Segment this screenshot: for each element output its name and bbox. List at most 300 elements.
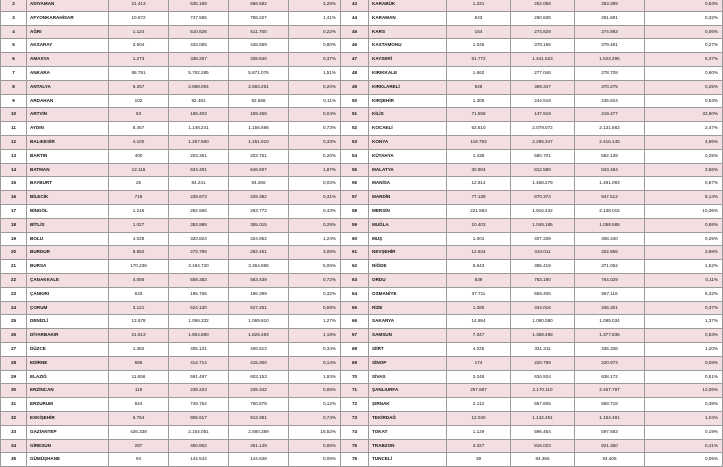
- table-row: [341, 370, 723, 384]
- value-cell: 1.285: [447, 301, 511, 315]
- table-row: [341, 301, 723, 315]
- value-cell: 287: [109, 439, 169, 453]
- province-name: SİVAS: [369, 370, 447, 384]
- row-number: 26: [1, 329, 27, 343]
- row-number: 54: [341, 149, 369, 163]
- province-name: DÜZCE: [27, 342, 109, 356]
- province-name: SAKARYA: [369, 315, 447, 329]
- value-cell: 749.754: [169, 398, 229, 412]
- value-cell: 10.403: [447, 218, 511, 232]
- table-row: [341, 218, 723, 232]
- percentage-cell: 0,31%: [289, 191, 341, 205]
- value-cell: 277.046: [511, 66, 575, 80]
- total-cell: 597.583: [575, 425, 645, 439]
- value-cell: 2.154.051: [169, 425, 229, 439]
- percentage-cell: 0,43%: [289, 204, 341, 218]
- province-name: KAYSERİ: [369, 53, 447, 67]
- value-cell: 2.079.072: [511, 122, 575, 136]
- value-cell: 144.544: [169, 453, 229, 467]
- table-row: [1, 370, 341, 384]
- total-cell: 821.350: [575, 439, 645, 453]
- total-cell: 2.580.389: [229, 425, 289, 439]
- table-row: [341, 80, 723, 94]
- value-cell: 81.772: [447, 53, 511, 67]
- row-number: 57: [341, 191, 369, 205]
- value-cell: 174: [447, 356, 511, 370]
- row-number: 20: [1, 246, 27, 260]
- row-number: 29: [1, 370, 27, 384]
- province-name: KARS: [369, 25, 447, 39]
- row-number: 63: [341, 273, 369, 287]
- percentage-cell: 3,26%: [289, 0, 341, 11]
- value-cell: 1.331: [447, 0, 511, 11]
- value-cell: 378.155: [511, 39, 575, 53]
- total-cell: 2.693.261: [229, 80, 289, 94]
- percentage-cell: 0,41%: [645, 439, 723, 453]
- percentage-cell: 0,20%: [289, 80, 341, 94]
- province-name: KOCAELİ: [369, 122, 447, 136]
- row-number: 59: [341, 218, 369, 232]
- province-name: TOKAT: [369, 425, 447, 439]
- total-cell: 646.607: [229, 163, 289, 177]
- province-name: NİĞDE: [369, 260, 447, 274]
- value-cell: 344.016: [511, 301, 575, 315]
- total-cell: 1.156.698: [229, 122, 289, 136]
- province-name: ANKARA: [27, 66, 109, 80]
- total-cell: 274.983: [575, 25, 645, 39]
- value-cell: 310.011: [511, 246, 575, 260]
- total-cell: 370.275: [575, 80, 645, 94]
- total-cell: 2.138.015: [575, 204, 645, 218]
- value-cell: 5.782.285: [169, 66, 229, 80]
- province-name: DİYARBAKIR: [27, 329, 109, 343]
- value-cell: 1.368.488: [511, 329, 575, 343]
- percentage-cell: 0,25%: [645, 232, 723, 246]
- left-province-table: [0, 0, 341, 467]
- value-cell: 84.241: [169, 177, 229, 191]
- value-cell: 1.916.432: [511, 204, 575, 218]
- value-cell: 928: [447, 80, 511, 94]
- total-cell: 415.300: [229, 356, 289, 370]
- percentage-cell: 0,27%: [645, 39, 723, 53]
- value-cell: 3.327: [447, 439, 511, 453]
- percentage-cell: 1,27%: [289, 315, 341, 329]
- province-name: ERZURUM: [27, 398, 109, 412]
- value-cell: 719: [109, 191, 169, 205]
- value-cell: 147.919: [511, 108, 575, 122]
- table-row: [341, 315, 723, 329]
- table-row: [341, 53, 723, 67]
- percentage-cell: 0,53%: [645, 329, 723, 343]
- value-cell: 407.339: [511, 232, 575, 246]
- value-cell: 1.441.523: [511, 53, 575, 67]
- value-cell: 524.130: [169, 301, 229, 315]
- province-name: ANTALYA: [27, 80, 109, 94]
- value-cell: 92.481: [169, 94, 229, 108]
- total-cell: 2.467.797: [575, 384, 645, 398]
- table-row: [1, 204, 341, 218]
- total-cell: 1.481.093: [575, 177, 645, 191]
- percentage-cell: 1,51%: [289, 66, 341, 80]
- total-cell: 597.116: [575, 287, 645, 301]
- row-number: 19: [1, 232, 27, 246]
- total-cell: 947.512: [575, 191, 645, 205]
- province-name: ESKİŞEHİR: [27, 411, 109, 425]
- total-cell: 283.772: [229, 204, 289, 218]
- row-number: 5: [1, 39, 27, 53]
- value-cell: 1.124: [109, 25, 169, 39]
- province-name: BURSA: [27, 260, 109, 274]
- value-cell: 25: [109, 177, 169, 191]
- value-cell: 2.296.347: [511, 135, 575, 149]
- percentage-cell: 3,06%: [289, 246, 341, 260]
- table-row: [341, 453, 723, 467]
- value-cell: 1.662: [447, 66, 511, 80]
- value-cell: 3.248: [447, 370, 511, 384]
- value-cell: 119: [109, 384, 169, 398]
- table-row: [1, 246, 341, 260]
- value-cell: 2.170.110: [511, 384, 575, 398]
- value-cell: 282.556: [169, 204, 229, 218]
- province-name: MUŞ: [369, 232, 447, 246]
- value-cell: 21.413: [109, 0, 169, 11]
- row-number: 12: [1, 135, 27, 149]
- table-row: [341, 329, 723, 343]
- percentage-cell: 0,72%: [289, 273, 341, 287]
- row-number: 70: [341, 370, 369, 384]
- table-row: [341, 246, 723, 260]
- province-name: ŞANLIURFA: [369, 384, 447, 398]
- value-cell: 77.138: [447, 191, 511, 205]
- percentage-cell: 0,06%: [289, 439, 341, 453]
- total-cell: 436.559: [229, 39, 289, 53]
- percentage-cell: 3,98%: [645, 246, 723, 260]
- value-cell: 12.116: [109, 163, 169, 177]
- value-cell: 1.001: [447, 232, 511, 246]
- percentage-cell: 1,87%: [289, 163, 341, 177]
- table-row: [1, 0, 341, 11]
- percentage-cell: 1,41%: [289, 11, 341, 25]
- row-number: 69: [341, 356, 369, 370]
- percentage-cell: 6,32%: [645, 287, 723, 301]
- percentage-cell: 0,06%: [289, 453, 341, 467]
- value-cell: 274.829: [511, 25, 575, 39]
- value-cell: 3.121: [109, 301, 169, 315]
- value-cell: 557.605: [511, 398, 575, 412]
- province-name: OSMANİYE: [369, 287, 447, 301]
- total-cell: 196.399: [229, 287, 289, 301]
- value-cell: 30.904: [447, 163, 511, 177]
- percentage-cell: 1,52%: [645, 260, 723, 274]
- total-cell: 527.251: [229, 301, 289, 315]
- province-name: ÇANKIRI: [27, 287, 109, 301]
- province-name: GAZİANTEP: [27, 425, 109, 439]
- province-name: KIRIKKALE: [369, 66, 447, 80]
- table-row: [341, 342, 723, 356]
- total-cell: 261.681: [575, 11, 645, 25]
- percentage-cell: 12,06%: [645, 384, 723, 398]
- percentage-cell: 3,66%: [645, 163, 723, 177]
- percentage-cell: 8,14%: [645, 191, 723, 205]
- province-name: SİNOP: [369, 356, 447, 370]
- total-cell: 1.154.491: [575, 411, 645, 425]
- value-cell: 426.338: [109, 425, 169, 439]
- value-cell: 11.656: [109, 370, 169, 384]
- percentage-cell: 0,05%: [289, 384, 341, 398]
- right-province-table: [340, 0, 723, 467]
- province-name: KİLİS: [369, 108, 447, 122]
- total-cell: 322.855: [575, 246, 645, 260]
- percentage-cell: 0,37%: [289, 53, 341, 67]
- value-cell: 154: [447, 25, 511, 39]
- total-cell: 92.588: [229, 94, 289, 108]
- row-number: 53: [341, 135, 369, 149]
- value-cell: 1.129: [447, 425, 511, 439]
- value-cell: 260.838: [511, 11, 575, 25]
- total-cell: 239.342: [229, 384, 289, 398]
- row-number: 46: [341, 39, 369, 53]
- row-number: 33: [1, 425, 27, 439]
- row-number: 71: [341, 384, 369, 398]
- province-name: BURDUR: [27, 246, 109, 260]
- table-row: [1, 398, 341, 412]
- value-cell: 239.223: [169, 384, 229, 398]
- row-number: 13: [1, 149, 27, 163]
- total-cell: 750.678: [229, 398, 289, 412]
- province-name: BOLU: [27, 232, 109, 246]
- value-cell: 1.148.241: [169, 122, 229, 136]
- value-cell: 320.824: [169, 232, 229, 246]
- value-cell: 21.613: [109, 329, 169, 343]
- percentage-cell: 16,52%: [289, 425, 341, 439]
- total-cell: 451.149: [229, 439, 289, 453]
- table-row: [1, 301, 341, 315]
- province-name: MANİSA: [369, 177, 447, 191]
- row-number: 23: [1, 287, 27, 301]
- percentage-cell: 32,60%: [645, 108, 723, 122]
- value-cell: 71.558: [447, 108, 511, 122]
- total-cell: 3.364.956: [229, 260, 289, 274]
- province-name: BALIKESİR: [27, 135, 109, 149]
- province-name: AYDIN: [27, 122, 109, 136]
- percentage-cell: 0,22%: [289, 25, 341, 39]
- value-cell: 1.056.332: [169, 315, 229, 329]
- row-number: 67: [341, 329, 369, 343]
- row-number: 60: [341, 232, 369, 246]
- total-cell: 345.301: [575, 301, 645, 315]
- percentage-cell: 0,38%: [645, 398, 723, 412]
- province-name: BARTIN: [27, 149, 109, 163]
- value-cell: 369.347: [511, 80, 575, 94]
- province-name: EDİRNE: [27, 356, 109, 370]
- value-cell: 4.100: [109, 135, 169, 149]
- table-row: [1, 315, 341, 329]
- row-number: 35: [1, 453, 27, 467]
- total-cell: 913.381: [229, 411, 289, 425]
- value-cell: 12.040: [447, 411, 511, 425]
- table-row: [1, 66, 341, 80]
- row-number: 22: [1, 273, 27, 287]
- percentage-cell: 2,47%: [645, 122, 723, 136]
- row-number: 62: [341, 260, 369, 274]
- percentage-cell: 5,06%: [289, 260, 341, 274]
- total-cell: 379.481: [575, 39, 645, 53]
- row-number: 32: [1, 411, 27, 425]
- value-cell: 633: [109, 287, 169, 301]
- table-row: [1, 25, 341, 39]
- table-row: [341, 425, 723, 439]
- percentage-cell: 0,03%: [289, 177, 341, 191]
- total-cell: 5.871.076: [229, 66, 289, 80]
- value-cell: 94: [109, 453, 169, 467]
- row-number: 51: [341, 108, 369, 122]
- row-number: 74: [341, 425, 369, 439]
- province-name: GİRESUN: [27, 439, 109, 453]
- value-cell: 812.580: [511, 163, 575, 177]
- value-cell: 3.194.720: [169, 260, 229, 274]
- value-cell: 414.714: [169, 356, 229, 370]
- table-row: [1, 411, 341, 425]
- province-name: ÇORUM: [27, 301, 109, 315]
- row-number: 2: [1, 0, 27, 11]
- table-row: [341, 108, 723, 122]
- percentage-cell: 0,20%: [289, 149, 341, 163]
- row-number: 21: [1, 260, 27, 274]
- table-row: [1, 453, 341, 467]
- table-row: [341, 11, 723, 25]
- table-row: [341, 411, 723, 425]
- value-cell: 924: [109, 398, 169, 412]
- value-cell: 1.257.590: [169, 135, 229, 149]
- province-name: MUĞLA: [369, 218, 447, 232]
- value-cell: 8.457: [109, 122, 169, 136]
- table-row: [1, 108, 341, 122]
- province-name: MERSİN: [369, 204, 447, 218]
- total-cell: 220.973: [575, 356, 645, 370]
- percentage-cell: 0,32%: [645, 11, 723, 25]
- value-cell: 405.131: [169, 342, 229, 356]
- province-name: TEKİRDAĞ: [369, 411, 447, 425]
- row-number: 61: [341, 246, 369, 260]
- value-cell: 39: [447, 453, 511, 467]
- total-cell: 2.131.682: [575, 122, 645, 136]
- total-cell: 1.377.835: [575, 329, 645, 343]
- percentage-cell: 0,19%: [645, 425, 723, 439]
- table-row: [341, 39, 723, 53]
- value-cell: 5.257: [109, 80, 169, 94]
- table-row: [341, 384, 723, 398]
- total-cell: 229.392: [229, 191, 289, 205]
- row-number: 75: [341, 439, 369, 453]
- table-row: [341, 356, 723, 370]
- row-number: 25: [1, 315, 27, 329]
- value-cell: 203.351: [169, 149, 229, 163]
- percentage-cell: 0,37%: [645, 301, 723, 315]
- value-cell: 2.688.004: [169, 80, 229, 94]
- row-number: 68: [341, 342, 369, 356]
- value-cell: 331.311: [511, 342, 575, 356]
- percentage-cell: 0,25%: [645, 149, 723, 163]
- table-row: [1, 135, 341, 149]
- value-cell: 591.497: [169, 370, 229, 384]
- value-cell: 12.844: [447, 246, 511, 260]
- total-cell: 511.750: [229, 25, 289, 39]
- total-cell: 144.638: [229, 453, 289, 467]
- row-number: 34: [1, 439, 27, 453]
- total-cell: 764.029: [575, 273, 645, 287]
- value-cell: 634.924: [511, 370, 575, 384]
- value-cell: 195.766: [169, 287, 229, 301]
- province-name: BİNGÖL: [27, 204, 109, 218]
- value-cell: 1.216: [109, 204, 169, 218]
- row-number: 6: [1, 53, 27, 67]
- percentage-cell: 0,04%: [289, 108, 341, 122]
- percentage-cell: 0,29%: [289, 218, 341, 232]
- province-name: ARDAHAN: [27, 94, 109, 108]
- table-row: [1, 425, 341, 439]
- percentage-cell: 0,34%: [289, 342, 341, 356]
- table-row: [341, 66, 723, 80]
- percentage-cell: 5,37%: [645, 53, 723, 67]
- province-name: GÜMÜŞHANE: [27, 453, 109, 467]
- value-cell: 52.610: [447, 122, 511, 136]
- province-name: KARAMAN: [369, 11, 447, 25]
- province-name: ŞIRNAK: [369, 398, 447, 412]
- province-name: KIRŞEHİR: [369, 94, 447, 108]
- table-row: [341, 177, 723, 191]
- row-number: 43: [341, 0, 369, 11]
- value-cell: 221.583: [447, 204, 511, 218]
- value-cell: 747.555: [169, 11, 229, 25]
- percentage-cell: 0,08%: [645, 356, 723, 370]
- percentage-cell: 1,20%: [645, 342, 723, 356]
- province-name: BATMAN: [27, 163, 109, 177]
- total-cell: 339.540: [229, 53, 289, 67]
- value-cell: 1.438: [447, 149, 511, 163]
- row-number: 52: [341, 122, 369, 136]
- province-name: MALATYA: [369, 163, 447, 177]
- total-cell: 563.439: [229, 273, 289, 287]
- province-name: TUNCELİ: [369, 453, 447, 467]
- province-name: SİİRT: [369, 342, 447, 356]
- value-cell: 4.028: [109, 232, 169, 246]
- row-number: 49: [341, 80, 369, 94]
- table-row: [341, 135, 723, 149]
- percentage-cell: 0,98%: [645, 218, 723, 232]
- province-name: AFYONKARAHİSAR: [27, 11, 109, 25]
- value-cell: 220.799: [511, 356, 575, 370]
- row-number: 7: [1, 66, 27, 80]
- row-number: 31: [1, 398, 27, 412]
- value-cell: 1.804.880: [169, 329, 229, 343]
- table-row: [341, 273, 723, 287]
- province-name: KASTAMONU: [369, 39, 447, 53]
- table-row: [1, 80, 341, 94]
- table-row: [1, 260, 341, 274]
- table-row: [1, 329, 341, 343]
- value-cell: 10.672: [109, 11, 169, 25]
- row-number: 17: [1, 204, 27, 218]
- table-row: [341, 260, 723, 274]
- total-cell: 758.227: [229, 11, 289, 25]
- table-row: [341, 439, 723, 453]
- value-cell: 580.701: [511, 149, 575, 163]
- row-number: 64: [341, 287, 369, 301]
- value-cell: 1.382: [109, 342, 169, 356]
- province-name: BİTLİS: [27, 218, 109, 232]
- table-row: [1, 11, 341, 25]
- total-cell: 324.852: [229, 232, 289, 246]
